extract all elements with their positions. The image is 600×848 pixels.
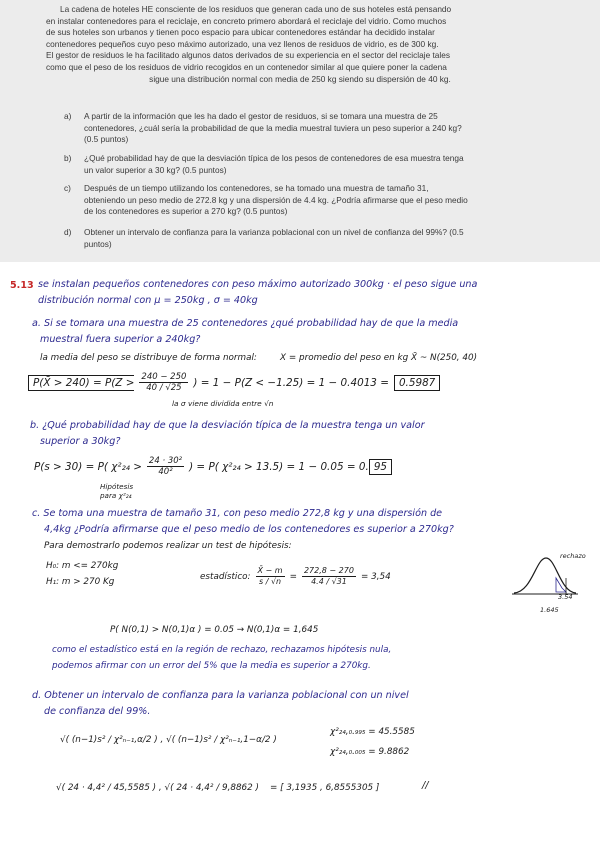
question-line: obteniendo un peso medio de 272.8 kg y una dispersión de 4.4 kg. ¿Podría afirmarse que el peso medio: [84, 194, 468, 205]
part-b-question: b. ¿Qué probabilidad hay de que la desviación típica de la muestra tenga un valor: [30, 420, 425, 431]
question-line: ¿Qué probabilidad hay de que la desviación típica de los pesos de contenedores de esa muestra tenga: [84, 153, 464, 163]
part-a-note: la media del peso se distribuye de forma normal:: [40, 353, 257, 363]
solution-intro-line: distribución normal con μ = 250kg , σ = 40kg: [38, 295, 258, 306]
part-d-chi-upper: χ²₂₄,₀.₉₉₅ = 45.5585: [330, 727, 415, 737]
part-c-conclusion: podemos afirmar con un error del 5% que la media es superior a 270kg.: [52, 661, 371, 671]
question-label: d): [64, 227, 72, 237]
part-c-question: 4,4kg ¿Podría afirmarse que el peso medio de los contenedores es superior a 270kg?: [44, 524, 454, 535]
part-d-formula: √( (n−1)s² / χ²ₙ₋₁,α/2 ) , √( (n−1)s² / χ²ₙ₋₁,1−α/2 ): [60, 735, 277, 745]
graph-label: rechazo: [560, 552, 586, 560]
stat-fraction: [256, 566, 285, 587]
curve-line: [514, 558, 576, 593]
part-d-question: de confianza del 99%.: [44, 706, 151, 717]
problem-number: 5.13: [10, 280, 34, 291]
question-line: A partir de la información que les ha dado el gestor de residuos, si se tomara una muestra de 25: [84, 111, 438, 121]
problem-statement: [0, 0, 600, 262]
part-c-question: Para demostrarlo podemos realizar un test de hipótesis:: [44, 541, 292, 551]
part-a-subnote: la σ viene dividida entre √n: [172, 399, 274, 408]
stat-value: = 3,54: [360, 571, 391, 582]
part-a-equation: [28, 372, 440, 393]
part-a-denominator: 40 / √25: [146, 383, 182, 393]
part-a-numerator: 240 − 250: [141, 372, 187, 382]
question-label: b): [64, 153, 72, 163]
stat-denominator-values: 4.4 / √31: [311, 577, 347, 586]
handwritten-solution: [0, 266, 600, 848]
stat-label: estadístico:: [200, 571, 251, 582]
graph-value-2: 1.645: [540, 606, 559, 614]
part-d-result: = [ 3,1935 , 6,8555305 ]: [270, 783, 380, 793]
intro-line: en instalar contenedores para el reciclaje, en concreto primero abordará el reciclaje del vidrio. Como muchos: [46, 15, 447, 26]
part-a-variable: X = promedio del peso en kg X̄ ~ N(250, 40): [280, 353, 478, 363]
part-c-conclusion: como el estadístico está en la región de rechazo, rechazamos hipótesis nula,: [52, 645, 392, 655]
part-b-lhs: P(s > 30) = P( χ²₂₄ >: [34, 460, 142, 473]
question-a: [64, 111, 552, 146]
part-b-equation: [34, 456, 392, 477]
intro-line: contenedores pequeños cuyo peso máximo autorizado, una vez llenos de residuos de vidrio, es de 300 kg.: [46, 38, 439, 49]
part-a-answer: 0.5987: [394, 375, 440, 391]
solution-intro-line: se instalan pequeños contenedores con peso máximo autorizado 300kg · el peso sigue una: [38, 279, 478, 290]
question-line: contenedores, ¿cuál sería la probabilidad de que la media muestral tuviera un peso superior a 240 kg?: [84, 122, 462, 133]
question-b: [64, 153, 552, 176]
part-d-values: √( 24 · 4,4² / 45,5585 ) , √( 24 · 4,4² / 9,8862 ): [56, 783, 259, 793]
question-line: Después de un tiempo utilizando los contenedores, se ha tomado una muestra de tamaño 31,: [84, 183, 429, 193]
problem-intro: [46, 4, 554, 85]
stat-denominator: s / √n: [259, 577, 282, 586]
part-b-question: superior a 30kg?: [40, 436, 121, 447]
part-c-question: c. Se toma una muestra de tamaño 31, con peso medio 272,8 kg y una dispersión de: [32, 508, 443, 519]
question-label: a): [64, 111, 72, 121]
part-c-critical: P( N(0,1) > N(0,1)α ) = 0.05 → N(0,1)α = 1,645: [110, 625, 319, 635]
question-line: (0.5 puntos): [84, 134, 129, 145]
question-line: Obtener un intervalo de confianza para la varianza poblacional con un nivel de confianza del 99%? (0.5: [84, 227, 464, 237]
sidenote-line: Hipótesis: [100, 482, 134, 491]
part-a-lhs: P(X̄ > 240) = P(Z >: [28, 375, 134, 391]
question-line: un valor superior a 30 kg? (0.5 puntos): [84, 164, 227, 175]
part-a-question: a. Si se tomara una muestra de 25 contenedores ¿qué probabilidad hay de que la media: [32, 318, 459, 329]
part-b-sidenote: [100, 482, 133, 500]
stat-fraction-values: [302, 566, 356, 587]
stat-numerator-values: 272,8 − 270: [303, 566, 354, 575]
part-d-end-mark: //: [422, 780, 429, 791]
part-b-answer: 95: [369, 459, 392, 475]
part-b-fraction: [147, 456, 184, 477]
intro-line: como que el peso de los residuos de vidrio recogidos en un contenedor similar al que quiere poner la cadena: [46, 61, 447, 72]
intro-line: El gestor de residuos le ha facilitado algunos datos derivados de su experiencia en el sector del reciclaje tales: [46, 50, 451, 61]
part-d-question: d. Obtener un intervalo de confianza para la varianza poblacional con un nivel: [32, 690, 409, 701]
part-a-fraction: [139, 372, 188, 393]
intro-line: sigue una distribución normal con media de 250 kg siendo su dispersión de 40 kg.: [149, 73, 451, 84]
stat-equals: =: [289, 571, 297, 582]
part-c-h1: H₁: m > 270 Kg: [46, 577, 115, 587]
question-label: c): [64, 183, 71, 193]
intro-line: La cadena de hoteles HE consciente de los residuos que generan cada uno de sus hoteles está pensando: [60, 4, 452, 14]
part-b-numerator: 24 · 30²: [148, 456, 183, 466]
intro-line: de sus hoteles son urbanos y tienen poco espacio para ubicar contenedores estándar ha decidido instalar: [46, 27, 435, 38]
part-d-chi-lower: χ²₂₄,₀.₀₀₅ = 9.8862: [330, 747, 410, 757]
part-a-question: muestral fuera superior a 240kg?: [40, 334, 201, 345]
question-line: de los contenedores es superior a 270 kg? (0.5 puntos): [84, 206, 288, 217]
question-c: [64, 183, 552, 218]
sidenote-line: para χ²₂₄: [100, 491, 132, 500]
part-a-rhs: ) = 1 − P(Z < −1.25) = 1 − 0.4013 =: [193, 376, 389, 389]
stat-numerator: X̄ − m: [257, 566, 283, 575]
question-line: puntos): [84, 238, 112, 249]
part-b-rhs: ) = P( χ²₂₄ > 13.5) = 1 − 0.05 = 0.: [189, 460, 369, 473]
part-b-denominator: 40²: [158, 467, 173, 477]
graph-value-1: 3.54: [558, 593, 573, 601]
part-c-statistic: [200, 566, 391, 587]
question-d: [64, 227, 552, 250]
part-c-h0: H₀: m <= 270kg: [46, 561, 119, 571]
